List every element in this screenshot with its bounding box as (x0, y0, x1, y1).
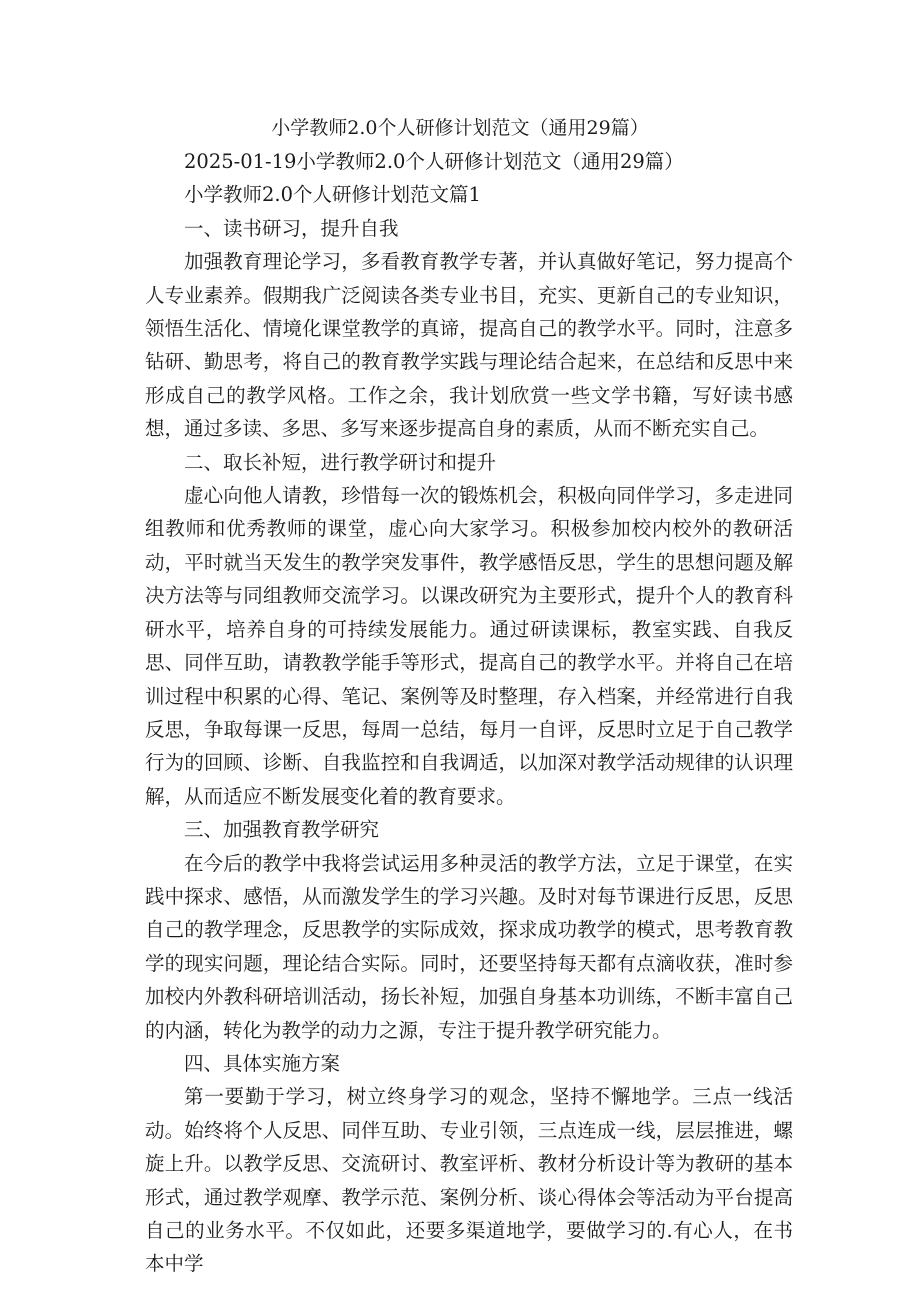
document-body (145, 145, 793, 1281)
date-line: 2025-01-19小学教师2.0个人研修计划范文（通用29篇） (184, 150, 684, 173)
section-heading: 三、加强教育教学研究 (184, 818, 380, 842)
section-paragraph: 加强教育理论学习，多看教育教学专著，并认真做好笔记，努力提高个人专业素养。假期我广泛阅读各类专业书目，充实、更新自己的专业知识，领悟生活化、情境化课堂教学的真谛，提高自己的教学水平。同时，注意多钻研、勤思考，将自己的教育教学实践与理论结合起来，在总结和反思中来形成自己的教学风格。工作之余，我计划欣赏一些文学书籍，写好读书感想，通过多读、多思、多写来逐步提高自身的素质，从而不断充实自己。 (145, 250, 793, 441)
section-heading: 四、具体实施方案 (184, 1051, 341, 1075)
section-paragraph: 第一要勤于学习，树立终身学习的观念，坚持不懈地学。三点一线活动。始终将个人反思、同伴互助、专业引领，三点连成一线，层层推进，螺旋上升。以教学反思、交流研讨、教室评析、教材分析设计等为教研的基本形式，通过教学观摩、教学示范、案例分析、谈心得体会等活动为平台提高自己的业务水平。不仅如此，还要多渠道地学，要做学习的.有心人，在书本中学 (145, 1085, 793, 1276)
section-heading: 一、读书研习，提升自我 (184, 216, 399, 240)
section-paragraph: 虚心向他人请教，珍惜每一次的锻炼机会，积极向同伴学习，多走进同组教师和优秀教师的课堂，虚心向大家学习。积极参加校内校外的教研活动，平时就当天发生的教学突发事件，教学感悟反思，学生的思想问题及解决方法等与同组教师交流学习。以课改研究为主要形式，提升个人的教育科研水平，培养自身的可持续发展能力。通过研读课标，教室实践、自我反思、同伴互助，请教教学能手等形式，提高自己的教学水平。并将自己在培训过程中积累的心得、笔记、案例等及时整理，存入档案，并经常进行自我反思，争取每课一反思，每周一总结，每月一自评，反思时立足于自己教学行为的回顾、诊断、自我监控和自我调适，以加深对教学活动规律的认识理解，从而适应不断发展变化着的教育要求。 (145, 484, 793, 808)
section-heading: 二、取长补短，进行教学研讨和提升 (184, 450, 497, 474)
article-heading: 小学教师2.0个人研修计划范文篇1 (184, 183, 481, 207)
section-paragraph: 在今后的教学中我将尝试运用多种灵活的教学方法，立足于课堂，在实践中探求、感悟，从而激发学生的学习兴趣。及时对每节课进行反思，反思自己的教学理念，反思教学的实际成效，探求成功教学的模式，思考教育教学的现实问题，理论结合实际。同时，还要坚持每天都有点滴收获，准时参加校内外教科研培训活动，扬长补短，加强自身基本功训练，不断丰富自己的内涵，转化为教学的动力之源，专注于提升教学研究能力。 (145, 851, 793, 1042)
document-title: 小学教师2.0个人研修计划范文（通用29篇） (271, 117, 649, 139)
